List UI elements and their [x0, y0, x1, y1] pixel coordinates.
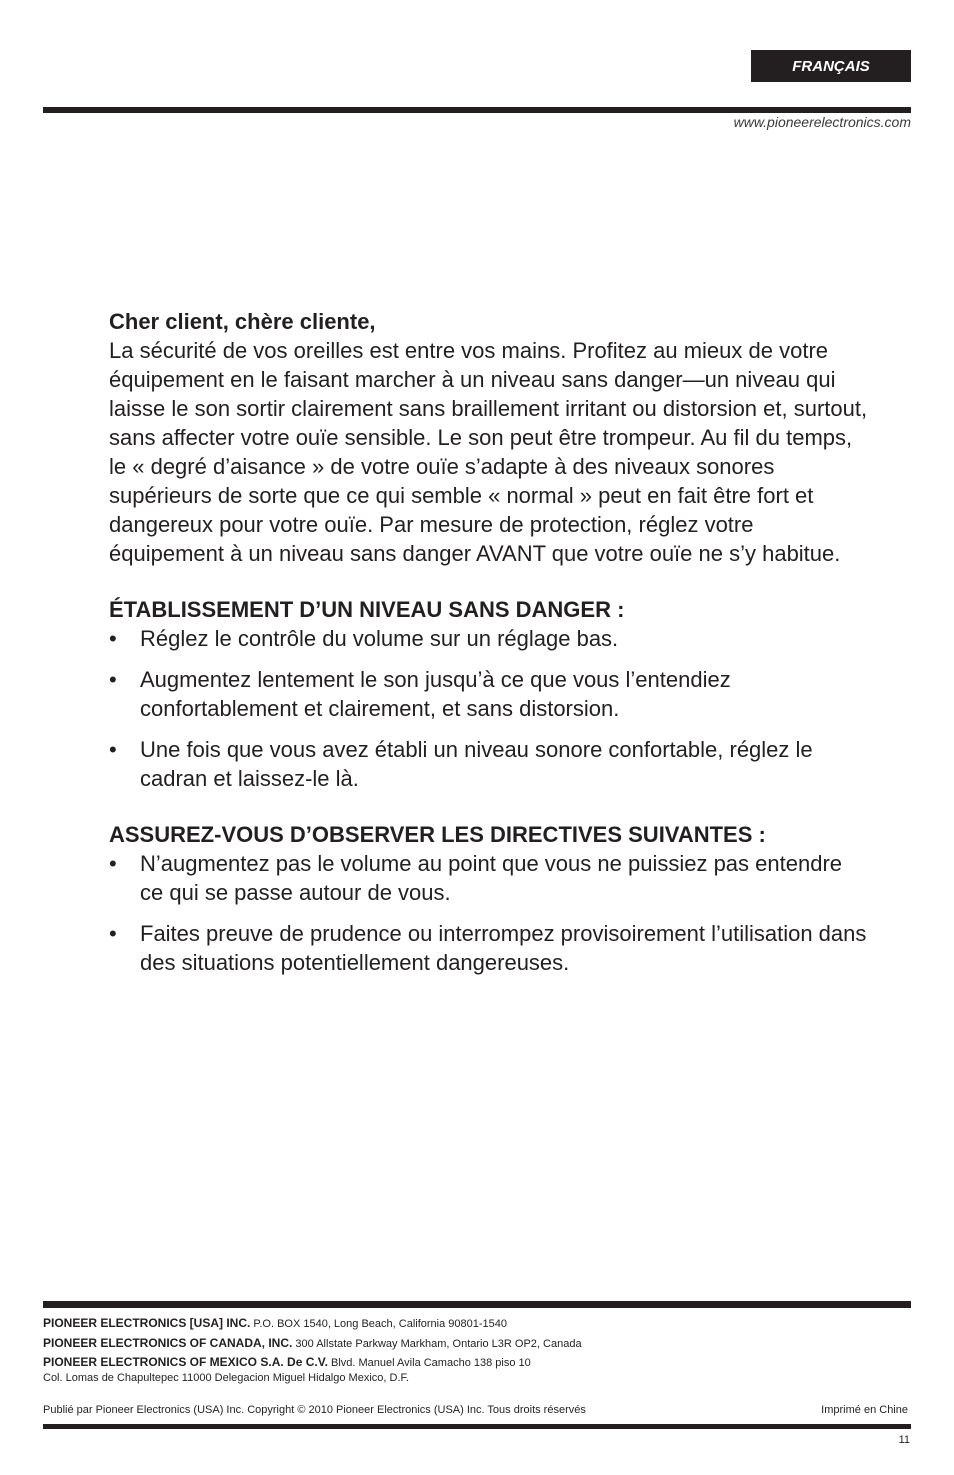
- company-usa: [43, 1316, 507, 1330]
- bullet: •: [109, 626, 117, 651]
- website-url: www.pioneerelectronics.com: [733, 114, 911, 130]
- company-mexico: [43, 1355, 531, 1369]
- list-item: [109, 849, 869, 907]
- intro-paragraph: La sécurité de vos oreilles est entre vos mains. Profitez au mieux de votre équipement en le faisant marcher à un niveau sans danger—un niveau qui laisse le son sortir clairement sans braillement irritant ou distorsion et, surtout, sans affecter votre ouïe sensible. Le son peut être trompeur. Au fil du temps, le « degré d’aisance » de votre ouïe s’adapte à des niveaux sonores supérieurs de sorte que ce qui semble « normal » peut en fait être fort et dangereux pour votre ouïe. Par mesure de protection, réglez votre équipement à un niveau sans danger AVANT que votre ouïe ne s’y habitue.: [109, 338, 868, 566]
- bullet: •: [109, 737, 117, 762]
- company-canada: [43, 1336, 582, 1350]
- list-item-text: Réglez le contrôle du volume sur un réglage bas.: [140, 626, 619, 651]
- footer-rule-top: [43, 1301, 911, 1308]
- page-number: 11: [898, 1434, 910, 1446]
- list-item-text: Une fois que vous avez établi un niveau sonore confortable, réglez le cadran et laissez-le là.: [140, 737, 813, 791]
- list-item: [109, 624, 869, 653]
- company-name: PIONEER ELECTRONICS OF MEXICO S.A. De C.V.: [43, 1355, 328, 1369]
- bullet: •: [109, 921, 117, 946]
- header-rule: [43, 107, 911, 113]
- safe-level-list: [109, 624, 869, 793]
- language-tab: FRANÇAIS: [751, 50, 911, 82]
- company-address: 300 Allstate Parkway Markham, Ontario L3R OP2, Canada: [295, 1338, 582, 1350]
- printed-in: Imprimé en Chine: [821, 1404, 908, 1416]
- company-name: PIONEER ELECTRONICS OF CANADA, INC.: [43, 1336, 293, 1350]
- copyright-notice: Publié par Pioneer Electronics (USA) Inc. Copyright © 2010 Pioneer Electronics (USA) Inc. Tous droits réservés: [43, 1404, 586, 1416]
- list-item: [109, 665, 869, 723]
- bullet: •: [109, 851, 117, 876]
- section-heading-guidelines: ASSUREZ-VOUS D’OBSERVER LES DIRECTIVES SUIVANTES :: [109, 822, 766, 847]
- greeting: Cher client, chère cliente,: [109, 309, 376, 334]
- section-heading-safe-level: ÉTABLISSEMENT D’UN NIVEAU SANS DANGER :: [109, 597, 625, 622]
- list-item-text: Faites preuve de prudence ou interrompez provisoirement l’utilisation dans des situations potentiellement dangereuses.: [140, 921, 867, 975]
- company-name: PIONEER ELECTRONICS [USA] INC.: [43, 1316, 251, 1330]
- bullet: •: [109, 667, 117, 692]
- list-item-text: N’augmentez pas le volume au point que vous ne puissiez pas entendre ce qui se passe autour de vous.: [140, 851, 843, 905]
- footer-rule-bottom: [43, 1424, 911, 1429]
- list-item: [109, 919, 869, 977]
- guidelines-list: [109, 849, 869, 977]
- list-item-text: Augmentez lentement le son jusqu’à ce que vous l’entendiez confortablement et clairement, et sans distorsion.: [140, 667, 731, 721]
- company-address: Blvd. Manuel Avila Camacho 138 piso 10: [331, 1357, 531, 1369]
- main-content: [109, 307, 869, 989]
- company-mexico-address-continued: Col. Lomas de Chapultepec 11000 Delegacion Miguel Hidalgo Mexico, D.F.: [43, 1372, 410, 1384]
- company-address: P.O. BOX 1540, Long Beach, California 90801-1540: [253, 1318, 508, 1330]
- list-item: [109, 735, 869, 793]
